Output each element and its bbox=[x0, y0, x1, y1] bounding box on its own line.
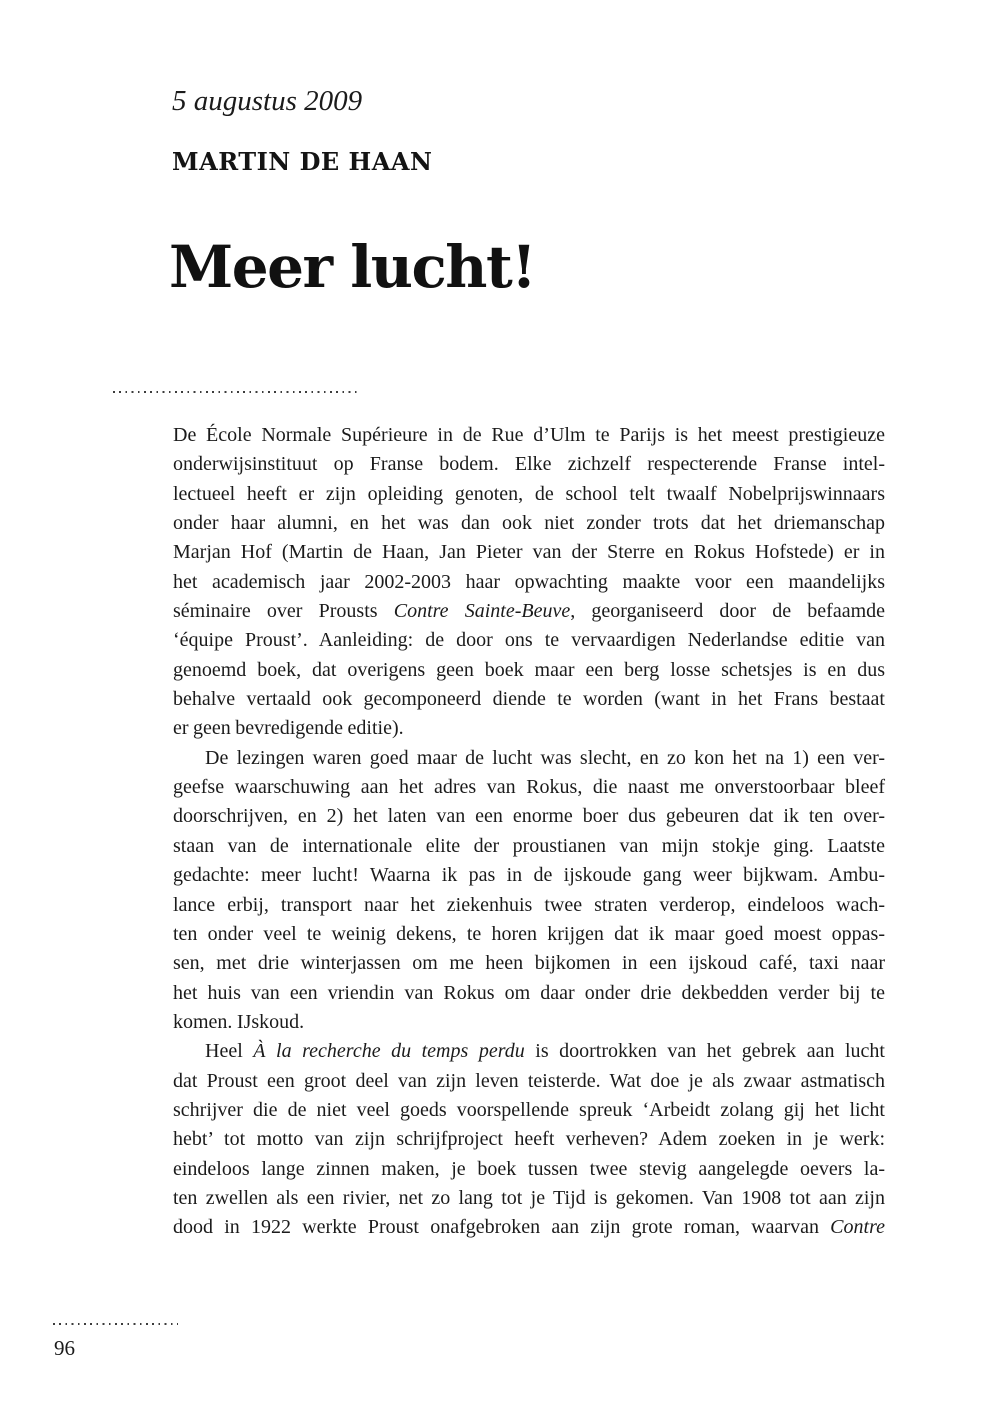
body-line: ‘équipe Proust’. Aanleiding: de door ons te vervaardigen Nederlandse editie van bbox=[173, 629, 885, 652]
article-date: 5 augustus 2009 bbox=[172, 85, 363, 117]
body-line: ten zwellen als een rivier, net zo lang tot je Tijd is gekomen. Van 1908 tot aan zijn bbox=[173, 1186, 885, 1209]
body-line: geefse waarschuwing aan het adres van Rokus, die naast me onverstoorbaar bleef bbox=[173, 776, 885, 799]
paragraph bbox=[173, 421, 885, 744]
body-line: Heel À la recherche du temps perdu is doortrokken van het gebrek aan lucht bbox=[205, 1040, 885, 1063]
paragraph bbox=[173, 1037, 885, 1242]
body-line: dood in 1922 werkte Proust onafgebroken aan zijn grote roman, waarvan Contre bbox=[173, 1216, 885, 1239]
body-line: genoemd boek, dat overigens geen boek maar een berg losse schetsjes is en dus bbox=[173, 658, 885, 681]
body-line: eindeloos lange zinnen maken, je boek tussen twee stevig aangelegde oevers la- bbox=[173, 1157, 885, 1180]
body-line: séminaire over Prousts Contre Sainte-Beuve, georganiseerd door de befaamde bbox=[173, 600, 886, 623]
body-line: schrijver die de niet veel goeds voorspellende spreuk ‘Arbeidt zolang gij het licht bbox=[173, 1098, 885, 1121]
body-line: gedachte: meer lucht! Waarna ik pas in de ijskoude gang weer bijkwam. Ambu- bbox=[173, 864, 885, 887]
body-line: het huis van een vriendin van Rokus om daar onder drie dekbedden verder bij te bbox=[173, 981, 885, 1004]
dotted-divider-top bbox=[113, 391, 357, 393]
body-line: komen. IJskoud. bbox=[173, 1010, 305, 1033]
body-line: lance erbij, transport naar het ziekenhuis twee straten verderop, eindeloos wach- bbox=[173, 893, 885, 916]
body-line: doorschrijven, en 2) het laten van een enorme boer dus gebeuren dat ik ten over- bbox=[173, 805, 885, 828]
body-line: behalve vertaald ook gecomponeerd diende te worden (want in het Frans bestaat bbox=[173, 688, 885, 711]
article-body bbox=[173, 421, 885, 1243]
body-line: Marjan Hof (Martin de Haan, Jan Pieter van der Sterre en Rokus Hofstede) er in bbox=[173, 541, 885, 564]
body-line: sen, met drie winterjassen om me heen bijkomen in een ijskoud café, taxi naar bbox=[173, 952, 885, 975]
article-title: Meer lucht! bbox=[169, 233, 536, 301]
body-line: dat Proust een groot deel van zijn leven teisterde. Wat doe je als zwaar astmatisch bbox=[173, 1069, 885, 1092]
body-line: hebt’ tot motto van zijn schrijfproject heeft verheven? Adem zoeken in je werk: bbox=[173, 1128, 885, 1151]
paragraph bbox=[173, 744, 885, 1037]
article-author: MARTIN DE HAAN bbox=[172, 147, 433, 176]
body-line: het academisch jaar 2002-2003 haar opwachting maakte voor een maandelijks bbox=[173, 570, 885, 593]
page-number: 96 bbox=[54, 1336, 75, 1360]
body-line: onderwijsinstituut op Franse bodem. Elke zichzelf respecterende Franse intel- bbox=[173, 453, 885, 476]
body-line: De lezingen waren goed maar de lucht was slecht, en zo kon het na 1) een ver- bbox=[205, 746, 885, 769]
body-line: De École Normale Supérieure in de Rue d’Ulm te Parijs is het meest prestigieuze bbox=[173, 424, 885, 446]
body-line: staan van de internationale elite der proustianen van mijn stokje ging. Laatste bbox=[173, 834, 885, 857]
body-line: er geen bevredigende editie). bbox=[173, 717, 404, 740]
dotted-divider-bottom bbox=[53, 1323, 178, 1325]
body-line: ten onder veel te weinig dekens, te horen krijgen dat ik maar goed moest oppas- bbox=[173, 922, 885, 945]
body-line: lectueel heeft er zijn opleiding genoten, de school telt twaalf Nobelprijswinnaars bbox=[173, 482, 885, 505]
body-line: onder haar alumni, en het was dan ook niet zonder trots dat het driemanschap bbox=[173, 512, 885, 535]
